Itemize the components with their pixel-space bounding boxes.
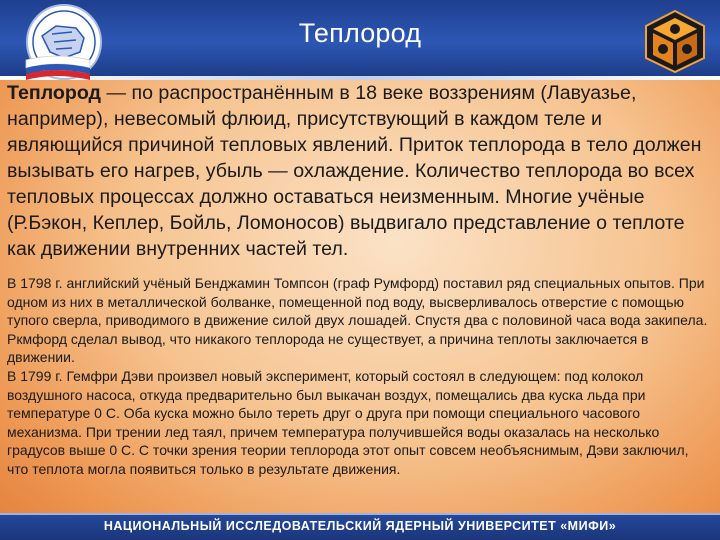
footer-bar [0,513,720,540]
lead-term: Теплород [7,82,101,104]
slide-title: Теплород [298,18,422,48]
paragraph-rumford: В 1798 г. английский учёный Бенджамин Томпсон (граф Румфорд) поставил ряд специальных опытов. При одном из них в металлической болванке, помещенной под воду, высверливалось отверстие с помощью тупого сверла, приводимого в движение силой двух лошадей. Спустя два с половиной часа вода закипела. Ркмфорд сделал вывод, что никакого теплорода не существует, а причина теплоты заключается в движении. [7,275,708,366]
lead-paragraph [7,80,713,262]
paragraph-davy: В 1799 г. Гемфри Дэви произвел новый эксперимент, который состоял в следующем: под колокол воздушного насоса, откуда предварительно был выкачан воздух, помещались два куска льда при температуре 0 С. Оба куска можно было тереть друг о друга при помощи специального часового механизма. При трении лед таял, причем температура получившейся воды оказалась на несколько градусов выше 0 С. С точки зрения теории теплорода этот опыт совсем необъяснимым, Дэви заключил, что теплота могла появиться только в результате движения. [7,367,689,477]
content-area [7,80,713,479]
footer-university-name: НАЦИОНАЛЬНЫЙ ИССЛЕДОВАТЕЛЬСКИЙ ЯДЕРНЫЙ УНИВЕРСИТЕТ «МИФИ» [103,519,617,533]
lead-text: — по распространённым в 18 веке воззрениям (Лавуазье, например), невесомый флюид, присутствующий в каждом теле и являющийся причиной тепловых явлений. Приток теплорода в тело должен вызывать его нагрев, убыль — охлаждение. Количество теплорода во всех тепловых процессах должно оставаться неизменным. Многие учёные (Р.Бэкон, Кеплер, Бойль, Ломоносов) выдвигало представление о теплоте как движении внутренних частей тел. [7,82,702,260]
